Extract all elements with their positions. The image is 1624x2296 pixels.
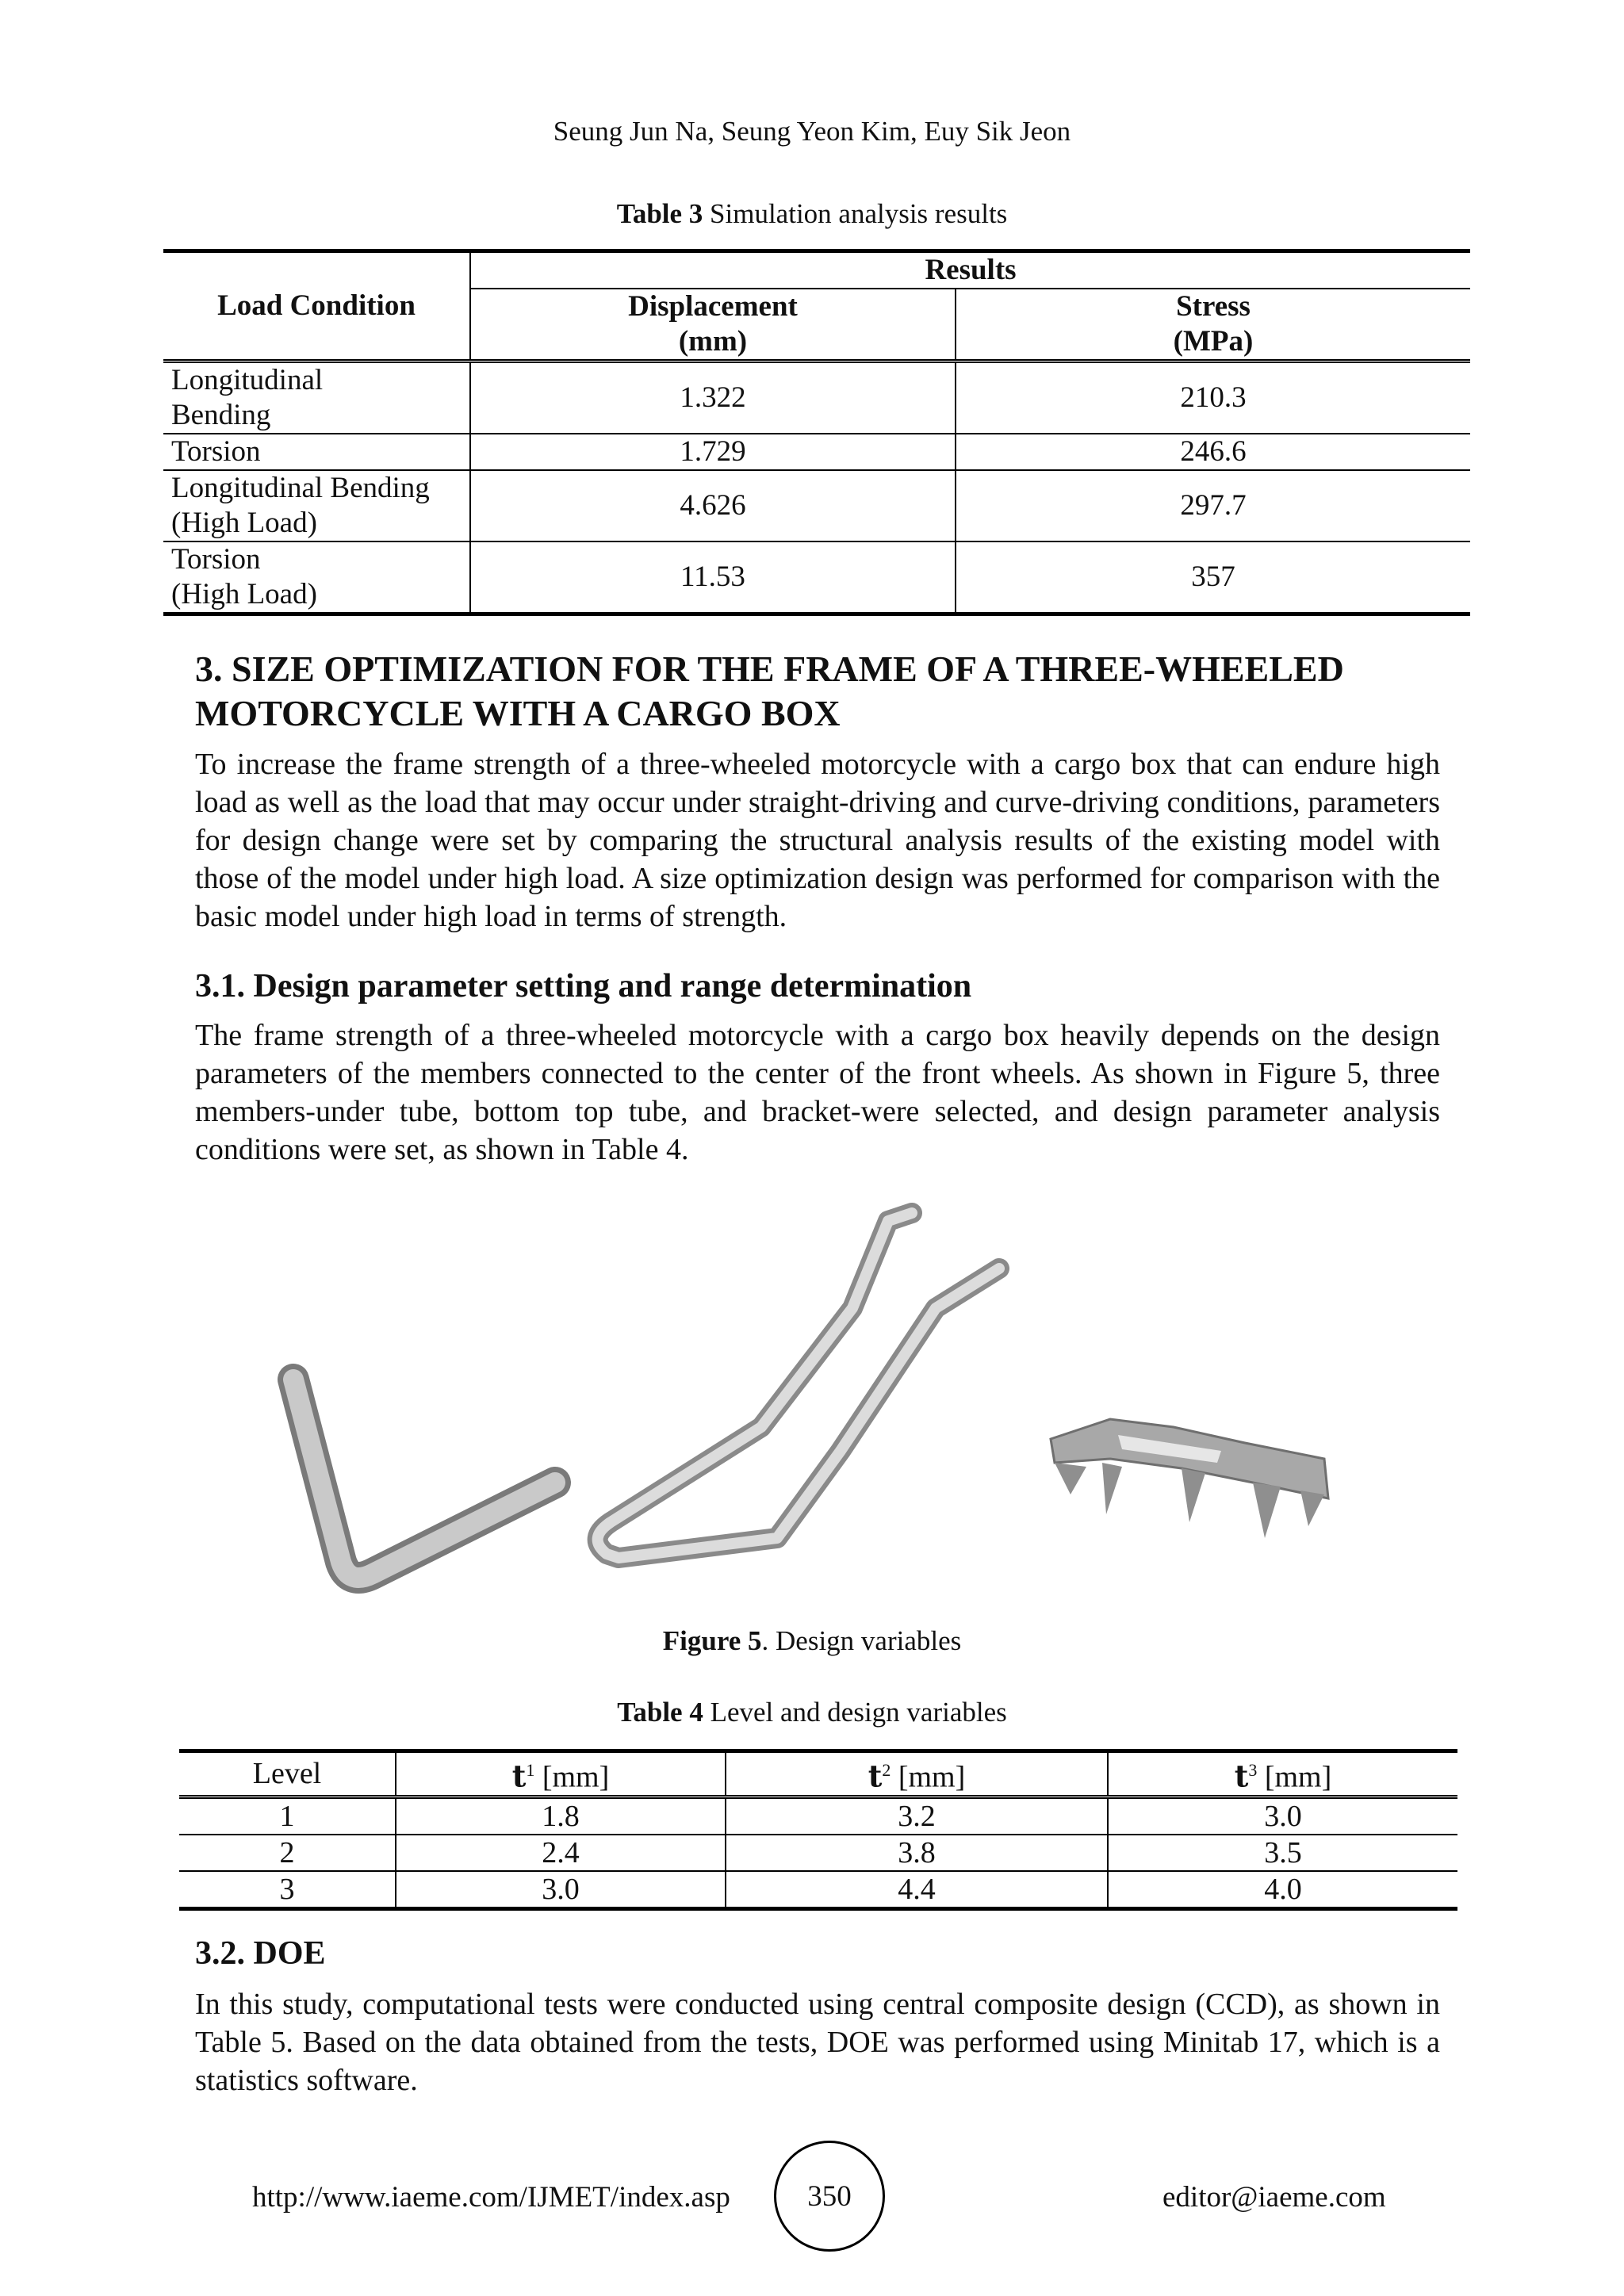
header-t3-var: t bbox=[1234, 1758, 1249, 1794]
header-stress-unit: (MPa) bbox=[1173, 325, 1254, 358]
table-row bbox=[163, 470, 1470, 541]
page-number bbox=[774, 2141, 885, 2252]
row-t3: 3.5 bbox=[1108, 1835, 1457, 1871]
table-row bbox=[163, 434, 1470, 470]
section3-heading-line2: MOTORCYCLE WITH A CARGO BOX bbox=[195, 693, 841, 733]
header-t3 bbox=[1108, 1751, 1457, 1797]
table4-caption-text: Level and design variables bbox=[703, 1697, 1007, 1728]
row-displacement: 1.729 bbox=[470, 434, 956, 470]
header-t3-sup: 3 bbox=[1248, 1760, 1258, 1780]
row-t2: 3.8 bbox=[726, 1835, 1108, 1871]
header-stress bbox=[956, 289, 1470, 359]
row-t2: 3.2 bbox=[726, 1797, 1108, 1835]
row-stress: 246.6 bbox=[956, 434, 1470, 470]
section31-paragraph: The frame strength of a three-wheeled motorcycle with a cargo box heavily depends on the design parameters of the members connected to the center of the front wheels. As shown in Figure 5, three members-under tube, bottom top tube, and bracket-were selected, and design parameter analysis conditions were set, as shown in Table 4. bbox=[195, 1019, 1440, 1166]
row-label-line2: (High Load) bbox=[171, 507, 317, 539]
header-displacement-label: Displacement bbox=[628, 290, 798, 323]
header-t1-var: t bbox=[511, 1758, 527, 1794]
figure5-caption bbox=[0, 1625, 1624, 1657]
bracket-shape bbox=[1051, 1419, 1328, 1538]
footer-url-link[interactable]: http://www.iaeme.com/IJMET/index.asp bbox=[252, 2181, 730, 2214]
row-t2: 4.4 bbox=[726, 1871, 1108, 1909]
row-label: Torsion bbox=[163, 434, 470, 470]
header-stress-label: Stress bbox=[1176, 290, 1251, 323]
table3-caption-label: Table 3 bbox=[616, 198, 703, 229]
table-row bbox=[163, 541, 1470, 614]
row-label-line2: Bending bbox=[171, 399, 271, 431]
section3-paragraph: To increase the frame strength of a three-wheeled motorcycle with a cargo box that can endure high load as well as the load that may occur under straight-driving and curve-driving conditions, parameters for design change were set by comparing the structural analysis results of the existing model with those of the model under high load. A size optimization design was performed for comparison with the basic model under high load in terms of strength. bbox=[195, 748, 1440, 933]
page-number-text: 350 bbox=[807, 2179, 852, 2213]
row-t3: 3.0 bbox=[1108, 1797, 1457, 1835]
figure5-caption-label: Figure 5 bbox=[662, 1625, 762, 1656]
under-tube-shape bbox=[293, 1380, 555, 1578]
header-displacement bbox=[470, 289, 956, 359]
table-row bbox=[163, 362, 1470, 434]
header-t2-var: t bbox=[868, 1758, 883, 1794]
footer-email-link[interactable]: editor@iaeme.com bbox=[1162, 2181, 1386, 2214]
header-t3-unit: [mm] bbox=[1264, 1760, 1332, 1794]
row-level: 3 bbox=[179, 1871, 396, 1909]
row-label-line1: Longitudinal Bending bbox=[171, 472, 430, 504]
row-t1: 2.4 bbox=[396, 1835, 726, 1871]
header-t2 bbox=[726, 1751, 1108, 1797]
table4-caption-label: Table 4 bbox=[617, 1697, 703, 1728]
row-t1: 3.0 bbox=[396, 1871, 726, 1909]
section32-heading: 3.2. DOE bbox=[195, 1935, 326, 1972]
table3 bbox=[163, 249, 1470, 616]
table-row bbox=[179, 1871, 1457, 1909]
row-displacement: 11.53 bbox=[470, 541, 956, 614]
row-t3: 4.0 bbox=[1108, 1871, 1457, 1909]
row-label-line1: Torsion bbox=[171, 543, 261, 576]
table3-caption-text: Simulation analysis results bbox=[703, 198, 1008, 229]
row-displacement: 1.322 bbox=[470, 362, 956, 434]
row-label bbox=[163, 541, 470, 614]
row-t1: 1.8 bbox=[396, 1797, 726, 1835]
row-stress: 297.7 bbox=[956, 470, 1470, 541]
header-displacement-unit: (mm) bbox=[678, 325, 748, 358]
table-row bbox=[179, 1835, 1457, 1871]
section3-heading-line1: 3. SIZE OPTIMIZATION FOR THE FRAME OF A THREE-WHEELED bbox=[195, 649, 1344, 689]
table3-caption bbox=[0, 198, 1624, 230]
section3-heading bbox=[195, 647, 1432, 736]
table4-caption bbox=[0, 1697, 1624, 1728]
header-load-condition: Load Condition bbox=[217, 289, 416, 322]
running-header: Seung Jun Na, Seung Yeon Kim, Euy Sik Jeon bbox=[553, 116, 1071, 147]
row-level: 2 bbox=[179, 1835, 396, 1871]
section32-paragraph: In this study, computational tests were conducted using central composite design (CCD), as shown in Table 5. Based on the data obtained from the tests, DOE was performed using Minitab 17, which is a statistics software. bbox=[195, 1988, 1440, 2097]
row-label-line1: Longitudinal bbox=[171, 364, 324, 396]
row-stress: 210.3 bbox=[956, 362, 1470, 434]
row-level: 1 bbox=[279, 1799, 295, 1833]
header-level: Level bbox=[252, 1757, 322, 1791]
figure5-image bbox=[270, 1189, 1380, 1601]
header-t1 bbox=[396, 1751, 726, 1797]
header-results: Results bbox=[470, 251, 1470, 289]
section31-heading: 3.1. Design parameter setting and range determination bbox=[195, 968, 972, 1004]
table-row bbox=[179, 1797, 1457, 1835]
header-t1-unit: [mm] bbox=[542, 1760, 610, 1794]
table4 bbox=[179, 1749, 1457, 1911]
row-stress: 357 bbox=[956, 541, 1470, 614]
row-label-line2: (High Load) bbox=[171, 578, 317, 610]
header-t2-unit: [mm] bbox=[898, 1760, 966, 1794]
header-t2-sup: 2 bbox=[882, 1760, 891, 1780]
figure5-caption-text: . Design variables bbox=[761, 1625, 962, 1656]
header-t1-sup: 1 bbox=[526, 1760, 535, 1780]
row-label bbox=[163, 362, 470, 434]
row-label bbox=[163, 470, 470, 541]
row-displacement: 4.626 bbox=[470, 470, 956, 541]
bottom-top-tube-shape bbox=[598, 1213, 999, 1558]
